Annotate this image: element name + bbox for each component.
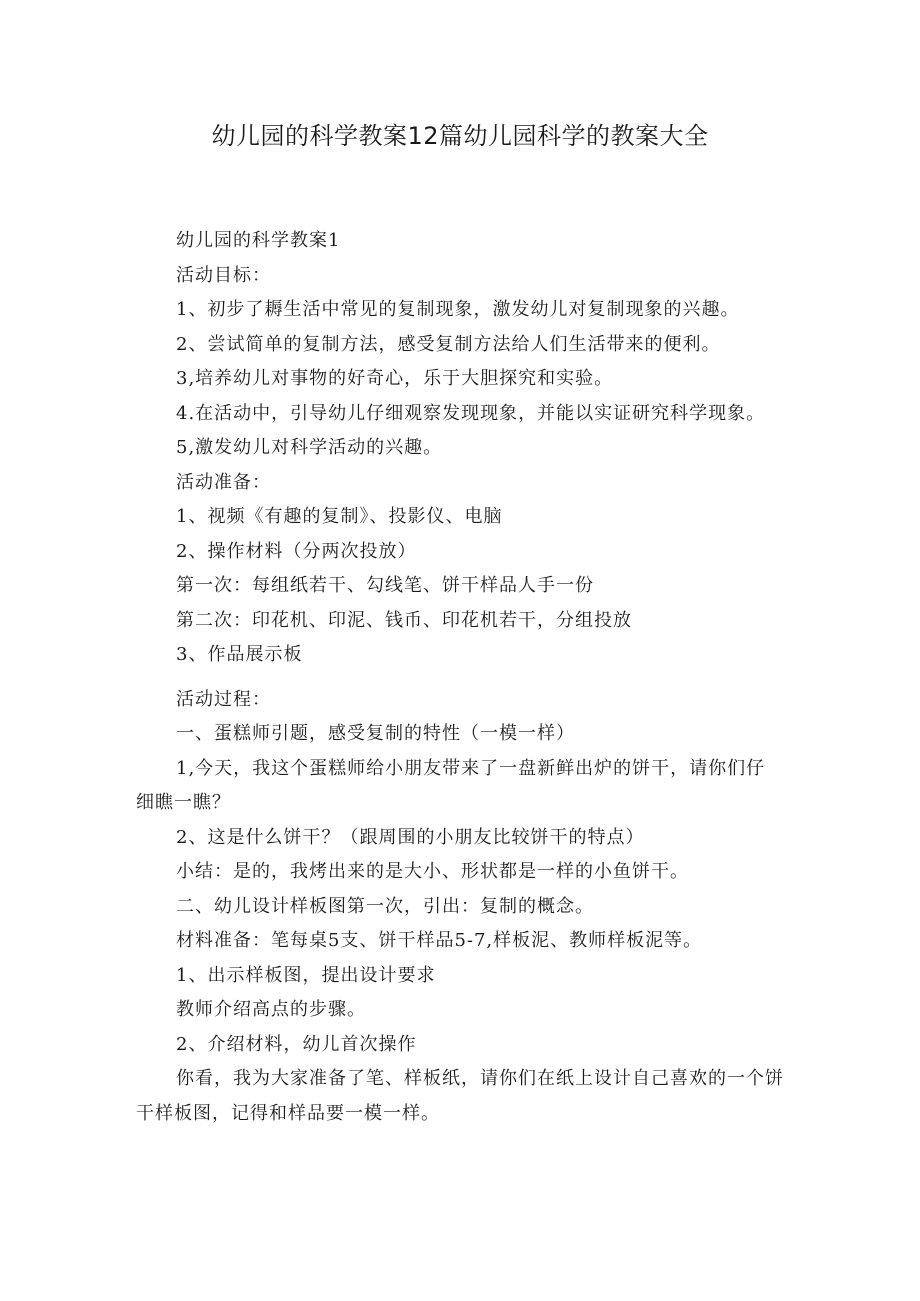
paragraph-step-1-2: 2、这是什么饼干？（跟周围的小朋友比较饼干的特点） (176, 826, 645, 848)
paragraph-step-2-1: 1、出示样板图，提出设计要求 (176, 964, 436, 986)
document-body (136, 224, 784, 1131)
paragraph-step-2-heading: 二、幼儿设计样板图第一次，引出：复制的概念。 (176, 895, 594, 917)
paragraph-summary: 小结：是的，我烤出来的是大小、形状都是一样的小鱼饼干。 (176, 861, 689, 882)
paragraph-goal-1: 1、初步了耨生活中常见的复制现象，激发幼儿对复制现象的兴趣。 (176, 299, 740, 320)
paragraph-step-1-heading: 一、蛋糕师引题，感受复制的特性（一模一样） (176, 723, 575, 744)
paragraph-goal-4: 4.在活动中，引导幼儿仔细观察发现现象，并能以实证研究科学现象。 (176, 402, 766, 424)
paragraph-step-1-1: 1,今天，我这个蛋糕师给小朋友带来了一盘新鲜出炉的饼干，请你们仔细瞧一瞧？ (136, 757, 766, 813)
paragraph-process-heading: 活动过程： (176, 688, 271, 710)
paragraph-prep-1: 1、视频《有趣的复制》、投影仪、电脑 (176, 506, 503, 527)
paragraph-prep-3: 3、作品展示板 (176, 644, 303, 665)
paragraph-teacher-intro: 教师介绍高点的步骤。 (176, 999, 366, 1020)
paragraph-instruction: 你看，我为大家准备了笔、样板纸，请你们在纸上设计自己喜欢的一个饼干样板图，记得和样品要一模一样。 (136, 1068, 784, 1124)
paragraph-materials: 材料准备：笔每桌5支、饼干样品5-7,样板泥、教师样板泥等。 (176, 930, 703, 951)
paragraph-goal-2: 2、尝试简单的复制方法，感受复制方法给人们生活带来的便利。 (176, 333, 721, 355)
paragraph-prep-first: 第一次：每组纸若干、勾线笔、饼干样品人手一份 (176, 575, 594, 596)
paragraph-step-2-2: 2、介绍材料，幼儿首次操作 (176, 1033, 417, 1055)
paragraph-goal-3: 3,培养幼儿对事物的好奇心，乐于大胆探究和实验。 (176, 368, 614, 389)
paragraph-goal-5: 5,激发幼儿对科学活动的兴趣。 (176, 437, 443, 458)
paragraph-spacer (136, 673, 784, 683)
paragraph-section-heading: 幼儿园的科学教案1 (176, 230, 341, 251)
document-title: 幼儿园的科学教案12篇幼儿园科学的教案大全 (211, 122, 709, 150)
paragraph-goals-heading: 活动目标： (176, 264, 271, 286)
paragraph-prep-2: 2、操作材料（分两次投放） (176, 540, 417, 562)
paragraph-prep-second: 第二次：印花机、印泥、钱币、印花机若干，分组投放 (176, 609, 632, 631)
paragraph-prep-heading: 活动准备： (176, 471, 271, 493)
